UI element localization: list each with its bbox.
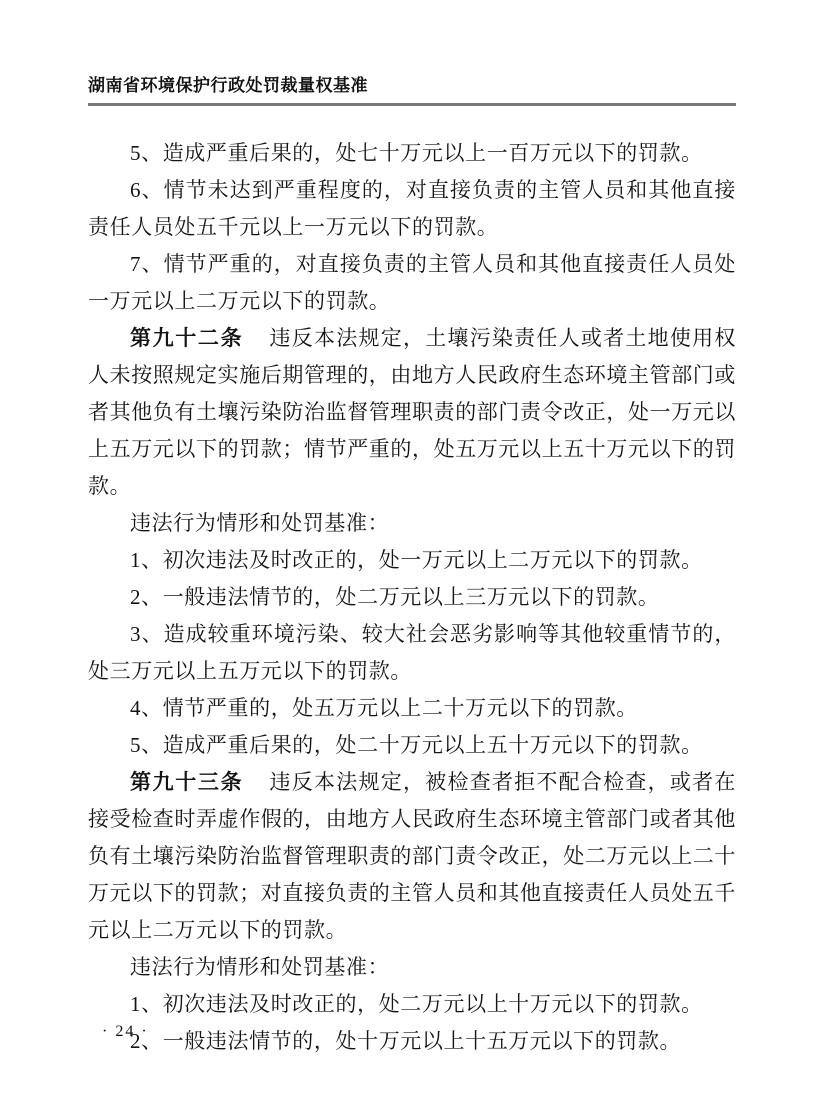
paragraph-text: 1、初次违法及时改正的，处二万元以上十万元以下的罚款。	[130, 992, 703, 1016]
paragraph-text: 7、情节严重的，对直接负责的主管人员和其他直接责任人员处一万元以上二万元以下的罚款。	[88, 252, 736, 313]
paragraph-text: 3、造成较重环境污染、较大社会恶劣影响等其他较重情节的，处三万元以上五万元以下的罚款。	[88, 622, 736, 683]
paragraph-text: 违法行为情形和处罚基准：	[130, 511, 390, 535]
paragraph	[88, 616, 736, 690]
page-number: · 24 ·	[102, 1023, 149, 1040]
header-rule	[88, 103, 736, 106]
article-number: 第九十三条	[130, 771, 244, 794]
paragraph-article-93	[88, 764, 736, 949]
paragraph	[88, 172, 736, 246]
paragraph-text: 违反本法规定，土壤污染责任人或者土地使用权人未按照规定实施后期管理的，由地方人民政府生态环境主管部门或者其他负有土壤污染防治监督管理职责的部门责令改正，处一万元以上五万元以下的罚款；情节严重的，处五万元以上五十万元以下的罚款。	[88, 326, 736, 498]
paragraph-text: 4、情节严重的，处五万元以上二十万元以下的罚款。	[130, 696, 638, 720]
paragraph-text: 1、初次违法及时改正的，处一万元以上二万元以下的罚款。	[130, 548, 703, 572]
paragraph	[88, 246, 736, 320]
paragraph-text: 违法行为情形和处罚基准：	[130, 955, 390, 979]
paragraph	[88, 1023, 736, 1060]
paragraph-text: 5、造成严重后果的，处二十万元以上五十万元以下的罚款。	[130, 733, 703, 757]
paragraph-text: 违反本法规定，被检查者拒不配合检查，或者在接受检查时弄虚作假的，由地方人民政府生态环境主管部门或者其他负有土壤污染防治监督管理职责的部门责令改正，处二万元以上二十万元以下的罚款；对直接负责的主管人员和其他直接责任人员处五千元以上二万元以下的罚款。	[88, 770, 736, 942]
paragraph	[88, 690, 736, 727]
page-footer	[102, 1022, 149, 1042]
page-header	[88, 76, 736, 106]
paragraph	[88, 135, 736, 172]
running-head-title: 湖南省环境保护行政处罚裁量权基准	[88, 76, 368, 95]
paragraph-article-92	[88, 320, 736, 505]
paragraph	[88, 505, 736, 542]
paragraph	[88, 986, 736, 1023]
paragraph	[88, 727, 736, 764]
article-number: 第九十二条	[130, 327, 244, 350]
document-body	[88, 135, 736, 1060]
paragraph-text: 6、情节未达到严重程度的，对直接负责的主管人员和其他直接责任人员处五千元以上一万元以下的罚款。	[88, 178, 736, 239]
paragraph	[88, 949, 736, 986]
paragraph	[88, 579, 736, 616]
paragraph-text: 2、一般违法情节的，处二万元以上三万元以下的罚款。	[130, 585, 660, 609]
paragraph	[88, 542, 736, 579]
paragraph-text: 5、造成严重后果的，处七十万元以上一百万元以下的罚款。	[130, 141, 703, 165]
paragraph-text: 2、一般违法情节的，处十万元以上十五万元以下的罚款。	[130, 1029, 682, 1053]
